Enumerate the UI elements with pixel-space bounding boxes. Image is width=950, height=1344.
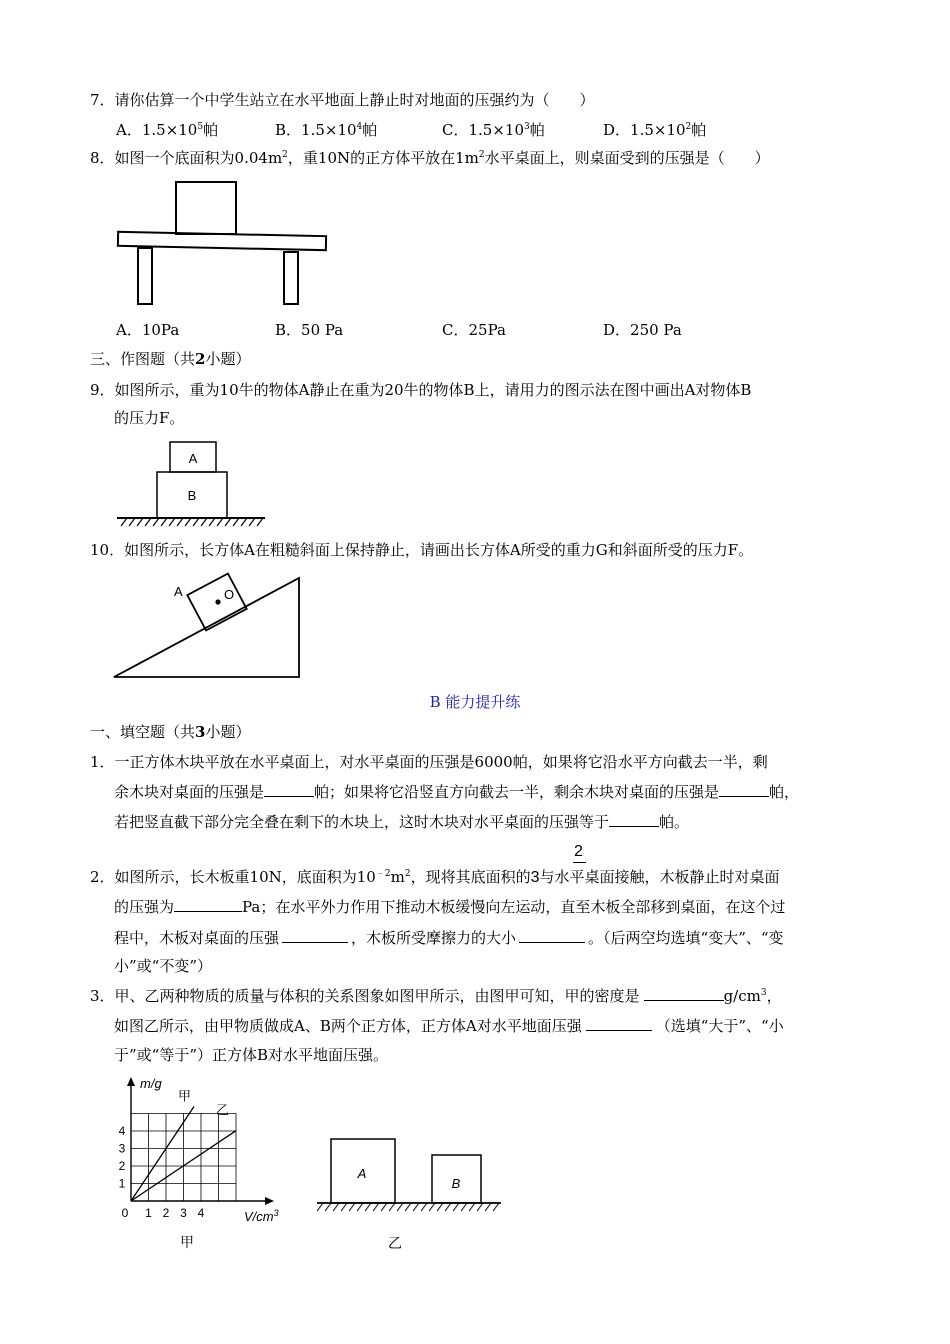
- q7-stem: 7．请你估算一个中学生站立在水平地面上静止时对地面的压强约为（ ）: [90, 91, 595, 109]
- y-axis-arrow: [127, 1077, 135, 1086]
- label-o: O: [224, 587, 235, 602]
- label-b: B: [451, 1176, 461, 1191]
- table-leg-left: [138, 248, 152, 304]
- f3-blank-2[interactable]: [586, 1016, 652, 1031]
- f2-line-4: 小”或“不变”）: [114, 957, 213, 975]
- x-axis-label: $V/cm^3$: [244, 1208, 279, 1224]
- f3-line-1: 3．甲、乙两种物质的质量与体积的关系图象如图甲所示，由图甲可知，甲的密度是 $g/cm^3$，: [90, 987, 782, 1005]
- f3-blank-1[interactable]: [644, 986, 724, 1001]
- f2-blank-2[interactable]: [282, 928, 348, 943]
- x-tick-label: 3: [180, 1206, 187, 1220]
- f3-line-2: 如图乙所示，由甲物质做成A、B两个正方体，正方体A对水平地面压强 （选填“大于”、“小: [114, 1017, 784, 1035]
- label-a: A: [174, 584, 183, 599]
- q8-option-d[interactable]: D．250 Pa: [603, 321, 682, 339]
- y-tick-label: 4: [118, 1124, 126, 1138]
- f1-line-3: 若把竖直截下部分完全叠在剩下的木块上，这时木块对水平桌面的压强等于 帕。: [114, 813, 690, 831]
- cube: [176, 182, 236, 234]
- x-tick-label: 1: [145, 1206, 152, 1220]
- section-3-title: 三、作图题（共2小题）: [90, 350, 251, 368]
- f2-frac-numerator: 2: [574, 843, 583, 860]
- label-a: A: [357, 1166, 367, 1181]
- label-a: A: [188, 451, 198, 466]
- f1-blank-3[interactable]: [609, 812, 659, 827]
- table-leg-right: [284, 252, 298, 304]
- fill-section-title: 一、填空题（共3小题）: [90, 723, 251, 741]
- label-b: B: [187, 488, 197, 503]
- section-b-title: B 能力提升练: [429, 693, 521, 711]
- f3-line-3: 于”或“等于”）正方体B对水平地面压强。: [114, 1046, 389, 1064]
- q8-option-b[interactable]: B．50 Pa: [275, 321, 344, 339]
- y-tick-label: 1: [118, 1176, 126, 1191]
- q8-table-figure: [110, 178, 335, 308]
- q10-incline-figure: [110, 570, 305, 682]
- cubes-figure: [315, 1135, 505, 1255]
- incline: [114, 578, 299, 677]
- figure-caption: 乙: [388, 1235, 402, 1251]
- graph-caption: 甲: [180, 1234, 194, 1250]
- y-axis-label: m/g: [140, 1076, 162, 1091]
- q8-option-a[interactable]: A．10Pa: [116, 321, 180, 339]
- x-tick-label: 2: [162, 1206, 170, 1220]
- q8-option-c[interactable]: C．25Pa: [442, 321, 506, 339]
- q7-option-a[interactable]: A．$1.5\times 10^5$帕: [116, 121, 219, 139]
- x-axis-arrow: [265, 1197, 274, 1205]
- q8-stem: 8．如图一个底面积为$0.04m^2$，重10N的正方体平放在$1m^2$水平桌面上，则桌面受到的压强是（ ）: [90, 149, 770, 167]
- f2-frac-bar: [573, 862, 586, 863]
- f2-frac-denominator: 3: [530, 869, 540, 886]
- series-line-jia: [131, 1107, 194, 1202]
- q7-option-d[interactable]: D．$1.5\times 10^2$帕: [603, 121, 707, 139]
- q9-stack-figure: [115, 440, 270, 528]
- x-tick-label: 0: [121, 1206, 129, 1220]
- f2-line-2: 的压强为 Pa；在水平外力作用下推动木板缓慢向左运动，直至木板全部移到桌面，在这个过: [114, 898, 786, 916]
- center-point-o: [215, 599, 220, 604]
- series-label: 甲: [178, 1088, 192, 1104]
- x-tick-label: 4: [197, 1206, 205, 1220]
- graph-grid: [131, 1114, 236, 1202]
- q9-line-1: 9．如图所示，重为10牛的物体A静止在重为20牛的物体B上，请用力的图示法在图中画出A对物体B: [90, 381, 752, 399]
- y-tick-label: 3: [118, 1141, 126, 1156]
- q10-line-1: 10．如图所示，长方体A在粗糙斜面上保持静止，请画出长方体A所受的重力G和斜面所受的压力F。: [90, 541, 754, 559]
- series-label: 乙: [216, 1102, 230, 1118]
- f2-blank-3[interactable]: [519, 928, 585, 943]
- y-tick-label: 2: [118, 1159, 126, 1173]
- f1-blank-1[interactable]: [264, 782, 314, 797]
- f2-line-3: 程中，木板对桌面的压强 ，木板所受摩擦力的大小 。（后两空均选填“变大”、“变: [114, 929, 784, 947]
- f1-blank-2[interactable]: [719, 782, 769, 797]
- f2-line-1: 2．如图所示，长木板重10N，底面积为$10^{﹣2}m^2$，现将其底面积的3与水平桌面接触，木板静止时对桌面: [90, 868, 780, 886]
- q7-option-c[interactable]: C．$1.5\times 10^3$帕: [442, 121, 545, 139]
- f1-line-1: 1．一正方体木块平放在水平桌面上，对水平桌面的压强是6000帕，如果将它沿水平方向截去一半，剩: [90, 753, 768, 771]
- q9-line-2: 的压力F。: [114, 409, 185, 427]
- f2-blank-1[interactable]: [174, 897, 242, 912]
- q7-option-b[interactable]: B．$1.5\times 10^4$帕: [275, 121, 378, 139]
- mass-volume-graph: [110, 1075, 300, 1255]
- f1-line-2: 余木块对桌面的压强是 帕；如果将它沿竖直方向截去一半，剩余木块对桌面的压强是 帕，: [114, 783, 800, 801]
